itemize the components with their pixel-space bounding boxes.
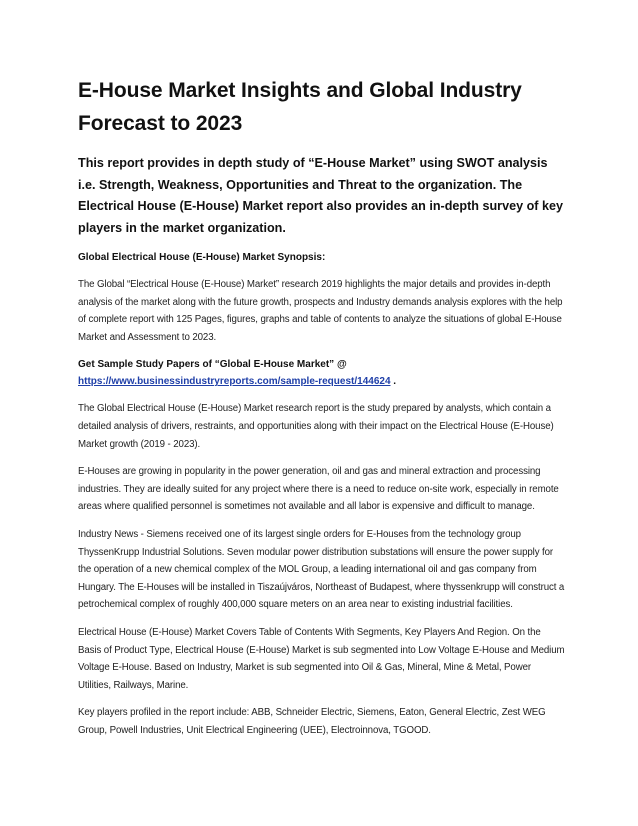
sample-request-block [78,356,566,390]
key-players-paragraph: Key players profiled in the report include: ABB, Schneider Electric, Siemens, Eaton, General Electric, Zest WEG Group, Powell Industries, Unit Electrical Engineering (UEE), Electroinnova, TGOOD. [78,707,546,736]
page-title: E-House Market Insights and Global Industry Forecast to 2023 [78,79,522,135]
sample-request-link[interactable]: https://www.businessindustryreports.com/sample-request/144624 [78,376,391,388]
synopsis-heading: Global Electrical House (E-House) Market Synopsis: [78,252,326,263]
sample-request-label: Get Sample Study Papers of “Global E-House Market” @ [78,359,347,371]
research-report-paragraph: The Global Electrical House (E-House) Market research report is the study prepared by analysts, which contain a detailed analysis of drivers, restraints, and opportunities along with their impact on the Electrical House (E-House) Market growth (2019 - 2023). [78,403,554,450]
industry-news-paragraph: Industry News - Siemens received one of its largest single orders for E-Houses from the technology group ThyssenKrupp Industrial Solutions. Seven modular power distribution substations will ensure the power supply for the operation of a new chemical complex of the MOL Group, a leading international oil and gas company from Hungary. The E-Houses will be installed in Tiszaújváros, Northeast of Budapest, where thyssenkrupp will construct a petrochemical complex of roughly 400,000 square meters on an area near to existing industrial facilities. [78,528,565,611]
synopsis-paragraph: The Global “Electrical House (E-House) Market” research 2019 highlights the major details and provides in-depth analysis of the market along with the future growth, prospects and Industry demands analysis explores with the help of complete report with 125 Pages, figures, graphs and table of contents to analyze the situations of global E-House Market and Assessment to 2023. [78,279,563,343]
document-page [78,74,566,739]
ehouse-popularity-paragraph: E-Houses are growing in popularity in the power generation, oil and gas and mineral extraction and processing industries. They are ideally suited for any project where there is a need to reduce on-site work, especially in remote areas where qualified personnel is sometimes not available and all labor is expensive and difficult to manage. [78,466,559,513]
lead-paragraph: This report provides in depth study of “E-House Market” using SWOT analysis i.e. Strength, Weakness, Opportunities and Threat to the organization. The Electrical House (E-House) Market report also provides an in-depth survey of key players in the market organization. [78,156,563,235]
segments-paragraph: Electrical House (E-House) Market Covers Table of Contents With Segments, Key Players And Region. On the Basis of Product Type, Electrical House (E-House) Market is sub segmented into Low Voltage E-House and Medium Voltage E-House. Based on Industry, Market is sub segmented into Oil & Gas, Mineral, Mine & Metal, Power Utilities, Railways, Marine. [78,626,565,691]
sample-request-suffix: . [390,376,397,388]
